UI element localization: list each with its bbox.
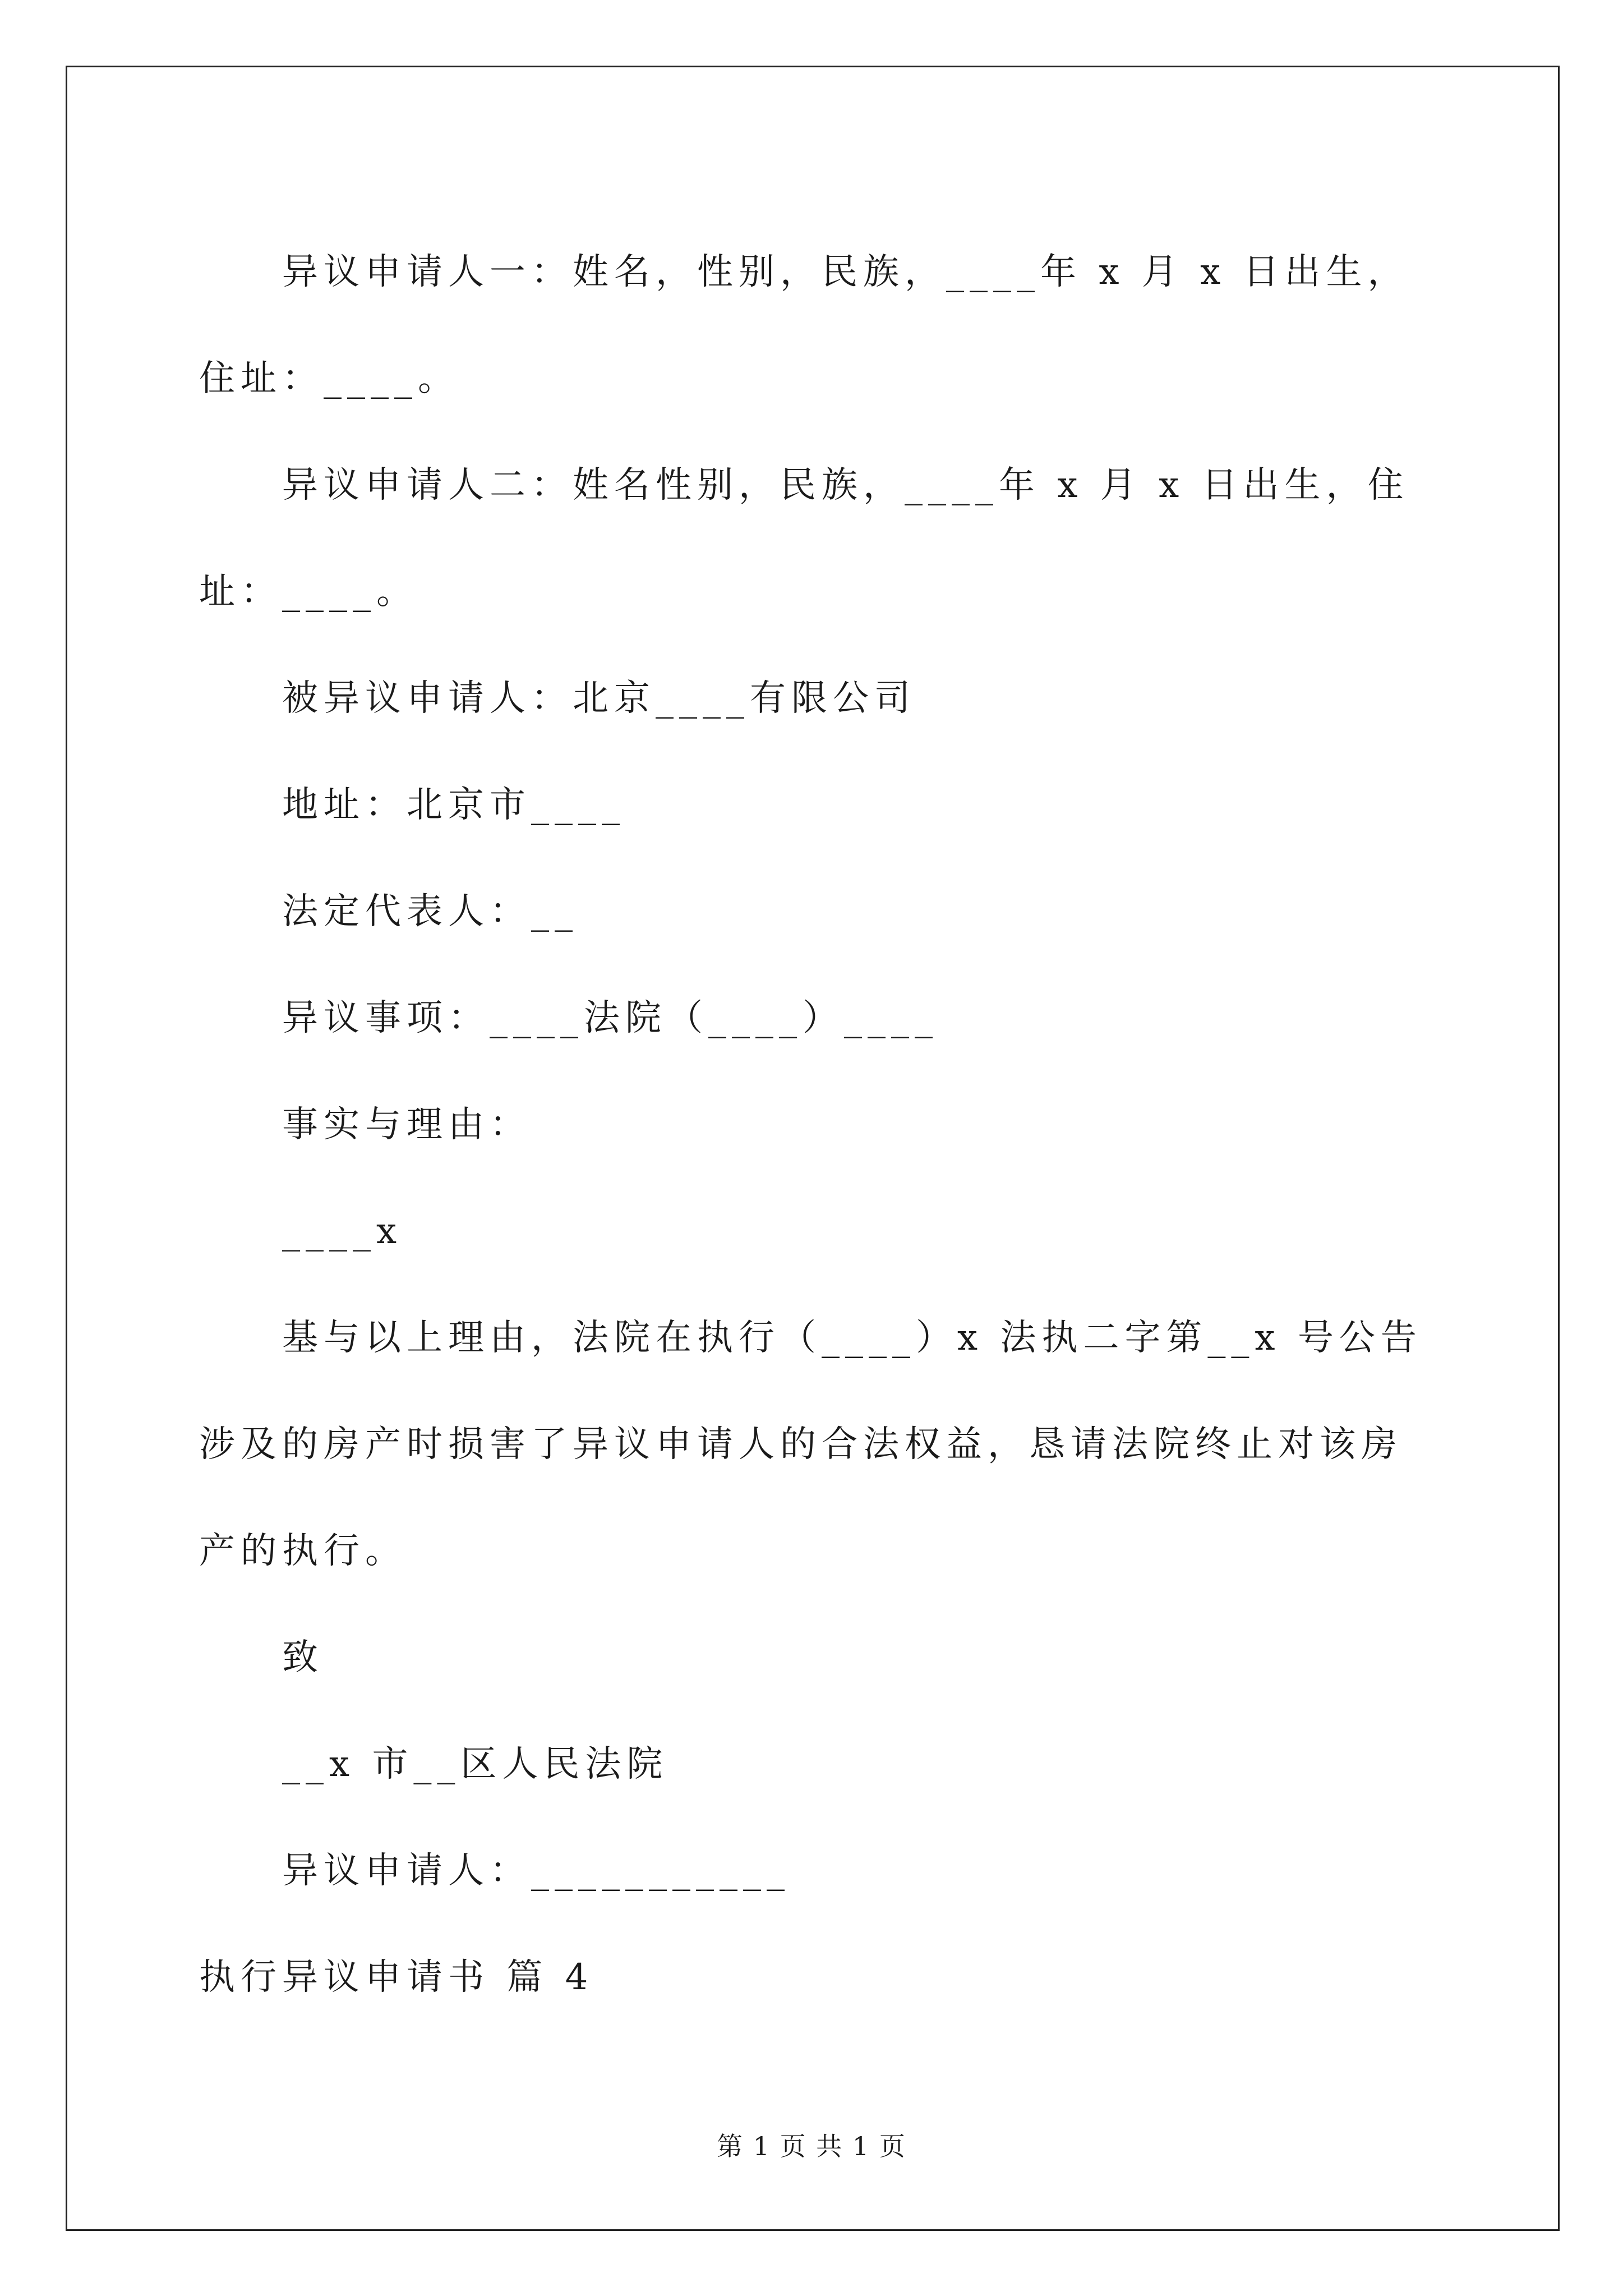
address-paragraph: 地址：北京市____ bbox=[282, 784, 625, 826]
signature-line: 异议申请人：___________ bbox=[282, 1850, 790, 1892]
applicant-two-paragraph: 异议申请人二：姓名性别，民族，____年 x 月 x 日出生，住址：____。 bbox=[199, 464, 1409, 613]
section-title: 执行异议申请书 篇 4 bbox=[199, 1957, 594, 1998]
court-name: __x 市__区人民法院 bbox=[282, 1743, 668, 1785]
facts-body: ____x bbox=[282, 1211, 403, 1252]
objection-matter-paragraph: 异议事项：____法院（____）____ bbox=[282, 997, 938, 1039]
applicant-one-paragraph: 异议申请人一：姓名，性别，民族，____年 x 月 x 日出生，住址：____。 bbox=[199, 251, 1409, 399]
legal-representative-paragraph: 法定代表人：__ bbox=[282, 891, 578, 932]
document-body bbox=[199, 219, 1433, 2031]
reasons-paragraph: 基与以上理由，法院在执行（____）x 法执二字第__x 号公告涉及的房产时损害了异议申请人的合法权益，恳请法院终止对该房产的执行。 bbox=[199, 1317, 1422, 1572]
respondent-paragraph: 被异议申请人：北京____有限公司 bbox=[282, 678, 916, 719]
page-footer: 第 1 页 共 1 页 bbox=[717, 2131, 906, 2161]
salutation: 致 bbox=[282, 1637, 324, 1678]
facts-heading: 事实与理由： bbox=[282, 1104, 531, 1145]
